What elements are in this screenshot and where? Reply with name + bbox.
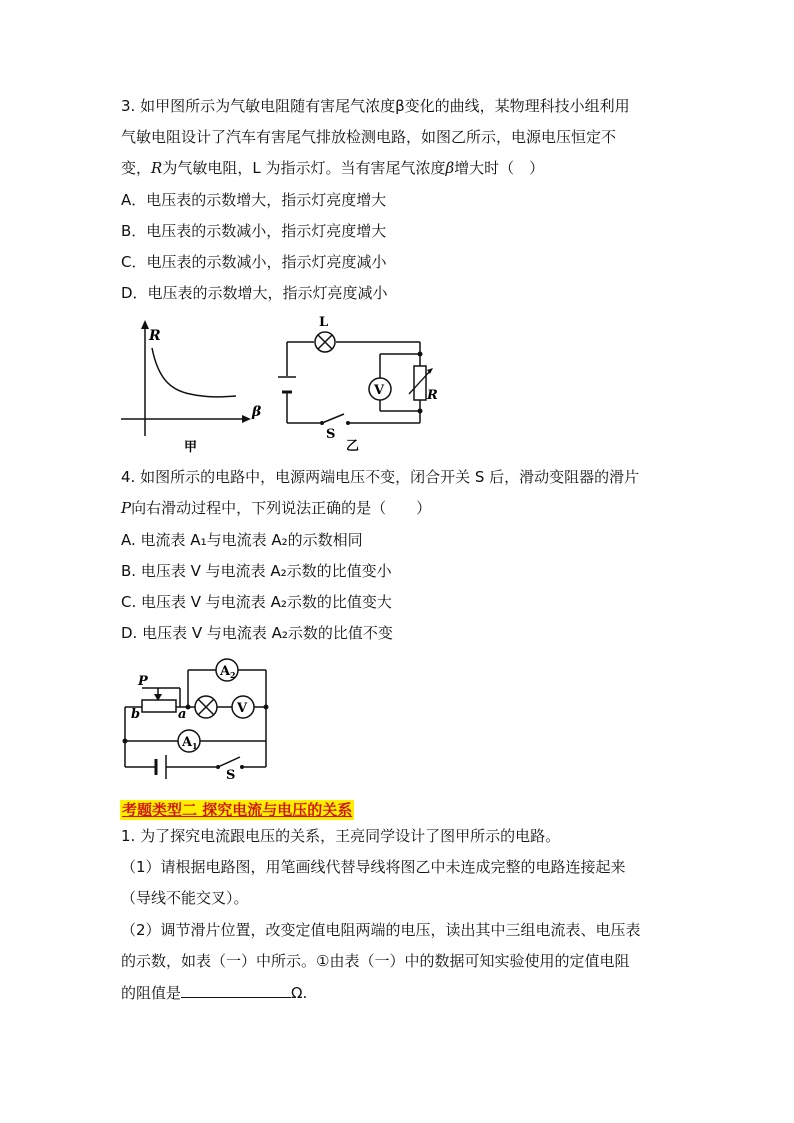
slider-label: P [138, 674, 148, 689]
switch-label: S [226, 768, 236, 783]
s2-part2-line-2: 的示数，如表（一）中所示。①由表（一）中的数据可知实验使用的定值电阻 [121, 952, 630, 970]
q3-option-a[interactable]: A．电压表的示数增大，指示灯亮度增大 [121, 191, 387, 209]
answer-blank[interactable] [181, 983, 291, 998]
voltmeter-symbol [369, 378, 391, 400]
s2-part2-line-3-b: Ω. [291, 984, 308, 1002]
circuit-caption: 乙 [346, 439, 360, 454]
junction-dot [418, 409, 423, 414]
switch-label: S [326, 427, 336, 442]
ammeter-a1-label: A [182, 735, 193, 750]
q4-option-a[interactable]: A. 电流表 A₁与电流表 A₂的示数相同 [121, 531, 363, 549]
graph-y-arrow [141, 320, 149, 329]
q3-option-c[interactable]: C．电压表的示数减小，指示灯亮度减小 [121, 253, 387, 271]
q4-line-2 [121, 498, 431, 518]
s2-part2-line-3 [121, 983, 307, 1003]
q3-option-b[interactable]: B．电压表的示数减小，指示灯亮度增大 [121, 222, 387, 240]
q3-circuit-figure [270, 310, 450, 460]
q4-line-1: 4. 如图所示的电路中，电源两端电压不变，闭合开关 S 后，滑动变阻器的滑片 [121, 468, 640, 486]
q3-option-d[interactable]: D．电压表的示数增大，指示灯亮度减小 [121, 284, 388, 302]
s2-part1-line-1: （1）请根据电路图，用笔画线代替导线将图乙中未连成完整的电路连接起来 [121, 858, 626, 876]
graph-caption: 甲 [184, 440, 198, 455]
q4-line-2-p: P [121, 499, 132, 517]
q3-line-2: 气敏电阻设计了汽车有害尾气排放检测电路，如图乙所示，电源电压恒定不 [121, 128, 617, 146]
battery-symbol [156, 755, 166, 779]
ammeter-a1-sub: 1 [192, 741, 198, 751]
q3-line-3-b: 为气敏电阻，L 为指示灯。当有害尾气浓度 [162, 159, 446, 177]
s2-q1-line: 1. 为了探究电流跟电压的关系，王亮同学设计了图甲所示的电路。 [121, 827, 561, 845]
s2-part1-line-2: （导线不能交叉）。 [121, 889, 249, 907]
q4-option-d[interactable]: D. 电压表 V 与电流表 A₂示数的比值不变 [121, 624, 393, 642]
voltmeter-label: V [237, 701, 248, 716]
q3-line-3-c: 增大时（ ） [454, 159, 545, 177]
q4-circuit-figure [118, 655, 278, 785]
ammeter-a2-label: A [220, 664, 231, 679]
lamp-symbol [195, 696, 217, 718]
graph-y-label: R [149, 328, 161, 344]
rheostat-symbol [142, 700, 176, 712]
junction-dot [418, 352, 423, 357]
switch-symbol [320, 414, 350, 425]
q4-line-2-rest: 向右滑动过程中，下列说法正确的是（ ） [131, 499, 432, 517]
terminal-b-label: b [131, 707, 141, 722]
resistor-label: R [427, 388, 438, 403]
graph-curve [152, 348, 236, 397]
junction-dot [264, 705, 269, 710]
q3-graph-figure [118, 318, 268, 458]
battery-symbol [278, 377, 296, 392]
junction-dot [123, 739, 128, 744]
voltmeter-symbol [232, 696, 254, 718]
s2-part2-line-3-a: 的阻值是 [121, 984, 182, 1002]
q3-line-3-r: R [151, 159, 163, 177]
q4-option-c[interactable]: C. 电压表 V 与电流表 A₂示数的比值变大 [121, 593, 392, 611]
q4-option-b[interactable]: B. 电压表 V 与电流表 A₂示数的比值变小 [121, 562, 392, 580]
section-heading: 考题类型二 探究电流与电压的关系 [122, 801, 353, 819]
q3-line-3-beta: β [445, 159, 455, 177]
graph-x-label: β [252, 404, 262, 420]
voltmeter-label: V [374, 383, 385, 398]
lamp-label: L [319, 315, 329, 330]
lamp-symbol [315, 332, 335, 352]
s2-part2-line-1: （2）调节滑片位置，改变定值电阻两端的电压，读出其中三组电流表、电压表 [121, 921, 641, 939]
q3-line-1: 3. 如甲图所示为气敏电阻随有害尾气浓度β变化的曲线，某物理科技小组利用 [121, 97, 630, 115]
terminal-a-label: a [178, 707, 187, 722]
q3-line-3 [121, 158, 544, 178]
ammeter-a2-sub: 2 [230, 670, 236, 680]
ammeter-a2-symbol [216, 659, 238, 681]
q3-line-3-a: 变， [121, 159, 152, 177]
graph-x-arrow [242, 415, 251, 423]
ammeter-a1-symbol [178, 730, 200, 752]
